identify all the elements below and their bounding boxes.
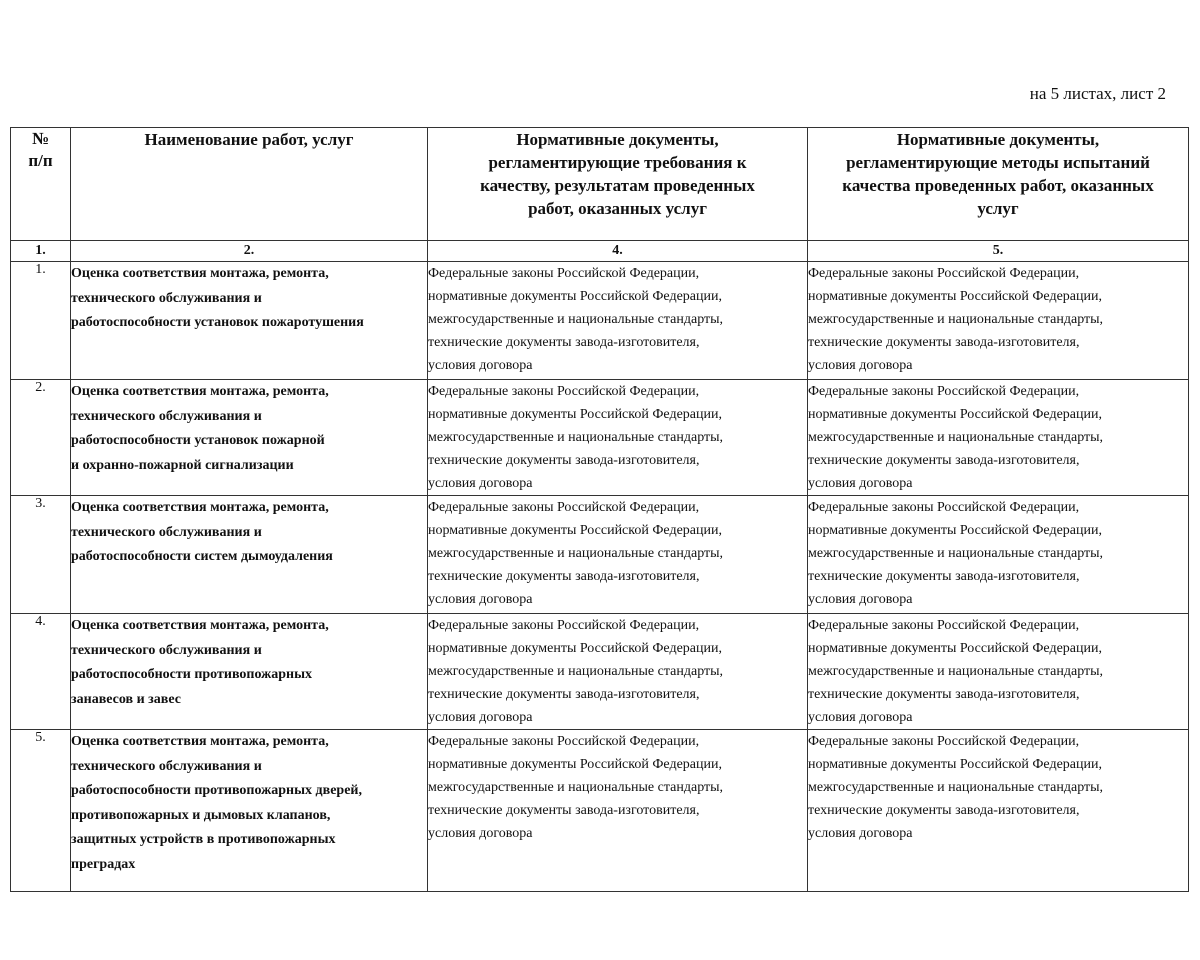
requirement-docs-cell-line: межгосударственные и национальные стандарты, bbox=[428, 780, 724, 795]
test-method-docs-cell-line: технические документы завода-изготовителя, bbox=[808, 803, 1080, 818]
requirement-docs-cell-line: условия договора bbox=[428, 826, 533, 841]
test-method-docs-cell-line: Федеральные законы Российской Федерации, bbox=[808, 734, 1080, 749]
requirement-docs-cell-line: Федеральные законы Российской Федерации, bbox=[428, 266, 700, 281]
work-name-cell-line: технического обслуживания и bbox=[71, 408, 262, 424]
column-index: 2. bbox=[71, 241, 428, 262]
test-method-docs-cell-line: нормативные документы Российской Федерации, bbox=[808, 523, 1102, 538]
test-method-docs-cell-line: условия договора bbox=[808, 592, 913, 607]
work-name-cell-line: защитных устройств в противопожарных bbox=[71, 832, 336, 847]
row-number: 4. bbox=[11, 614, 71, 730]
column-index: 4. bbox=[428, 241, 808, 262]
work-name-cell-line: работоспособности установок пожарной bbox=[71, 433, 325, 448]
test-method-docs-cell-line: Федеральные законы Российской Федерации, bbox=[808, 618, 1080, 633]
requirement-docs-cell-line: условия договора bbox=[428, 710, 533, 725]
row-number: 2. bbox=[11, 380, 71, 496]
requirement-docs-cell-line: условия договора bbox=[428, 358, 533, 373]
work-name-cell-line: занавесов и завес bbox=[71, 691, 181, 707]
work-name-cell bbox=[71, 262, 428, 380]
requirement-docs-cell-line: технические документы завода-изготовителя, bbox=[428, 687, 700, 702]
test-method-docs-cell-line: межгосударственные и национальные стандарты, bbox=[808, 430, 1104, 445]
header-test-method-docs bbox=[808, 128, 1189, 241]
test-method-docs-cell-line: Федеральные законы Российской Федерации, bbox=[808, 384, 1080, 399]
requirement-docs-cell-line: межгосударственные и национальные стандарты, bbox=[428, 664, 724, 679]
header-line: качества проведенных работ, оказанных bbox=[842, 176, 1154, 195]
work-name-cell-line: работоспособности систем дымоудаления bbox=[71, 549, 333, 564]
test-method-docs-cell-line: межгосударственные и национальные стандарты, bbox=[808, 664, 1104, 679]
services-table bbox=[10, 127, 1189, 892]
work-name-cell-line: Оценка соответствия монтажа, ремонта, bbox=[71, 384, 329, 399]
work-name-cell-line: технического обслуживания и bbox=[71, 524, 262, 540]
requirement-docs-cell-line: межгосударственные и национальные стандарты, bbox=[428, 546, 724, 561]
work-name-cell-line: работоспособности противопожарных дверей, bbox=[71, 783, 362, 798]
header-requirement-docs bbox=[428, 128, 808, 241]
test-method-docs-cell-line: межгосударственные и национальные стандарты, bbox=[808, 312, 1104, 327]
work-name-cell-line: Оценка соответствия монтажа, ремонта, bbox=[71, 500, 329, 515]
table-body bbox=[11, 241, 1189, 892]
work-name-cell-line: Оценка соответствия монтажа, ремонта, bbox=[71, 618, 329, 633]
test-method-docs-cell-line: технические документы завода-изготовителя, bbox=[808, 569, 1080, 584]
table-row bbox=[11, 730, 1189, 892]
header-line: регламентирующие требования к bbox=[488, 153, 747, 172]
row-number: 1. bbox=[11, 262, 71, 380]
header-number bbox=[11, 128, 71, 241]
test-method-docs-cell-line: технические документы завода-изготовителя, bbox=[808, 687, 1080, 702]
work-name-cell bbox=[71, 380, 428, 496]
work-name-cell bbox=[71, 496, 428, 614]
table-row bbox=[11, 496, 1189, 614]
work-name-cell-line: противопожарных и дымовых клапанов, bbox=[71, 807, 331, 823]
table-row bbox=[11, 262, 1189, 380]
header-line: работ, оказанных услуг bbox=[528, 199, 707, 218]
test-method-docs-cell-line: условия договора bbox=[808, 476, 913, 491]
test-method-docs-cell-line: Федеральные законы Российской Федерации, bbox=[808, 266, 1080, 281]
requirement-docs-cell-line: межгосударственные и национальные стандарты, bbox=[428, 312, 724, 327]
table-row bbox=[11, 380, 1189, 496]
test-method-docs-cell-line: межгосударственные и национальные стандарты, bbox=[808, 780, 1104, 795]
test-method-docs-cell-line: условия договора bbox=[808, 358, 913, 373]
test-method-docs-cell-line: нормативные документы Российской Федерации, bbox=[808, 289, 1102, 304]
sheet-counter: на 5 листах, лист 2 bbox=[1029, 84, 1166, 103]
test-method-docs-cell-line: нормативные документы Российской Федерации, bbox=[808, 407, 1102, 422]
requirement-docs-cell-line: межгосударственные и национальные стандарты, bbox=[428, 430, 724, 445]
work-name-cell-line: и охранно-пожарной сигнализации bbox=[71, 457, 294, 473]
test-method-docs-cell-line: нормативные документы Российской Федерации, bbox=[808, 757, 1102, 772]
column-index-row bbox=[11, 241, 1189, 262]
header-line: Нормативные документы, bbox=[516, 130, 719, 149]
requirement-docs-cell-line: нормативные документы Российской Федерации, bbox=[428, 407, 722, 422]
header-line: регламентирующие методы испытаний bbox=[846, 153, 1150, 172]
requirement-docs-cell bbox=[428, 380, 808, 496]
work-name-cell-line: Оценка соответствия монтажа, ремонта, bbox=[71, 734, 329, 749]
requirement-docs-cell bbox=[428, 614, 808, 730]
requirement-docs-cell-line: Федеральные законы Российской Федерации, bbox=[428, 618, 700, 633]
header-work-name: Наименование работ, услуг bbox=[71, 128, 428, 241]
test-method-docs-cell-line: межгосударственные и национальные стандарты, bbox=[808, 546, 1104, 561]
work-name-cell-line: работоспособности установок пожаротушения bbox=[71, 315, 364, 330]
requirement-docs-cell-line: нормативные документы Российской Федерации, bbox=[428, 641, 722, 656]
test-method-docs-cell-line: технические документы завода-изготовителя, bbox=[808, 453, 1080, 468]
test-method-docs-cell-line: технические документы завода-изготовителя, bbox=[808, 335, 1080, 350]
table-row bbox=[11, 614, 1189, 730]
requirement-docs-cell-line: Федеральные законы Российской Федерации, bbox=[428, 734, 700, 749]
requirement-docs-cell-line: нормативные документы Российской Федерации, bbox=[428, 523, 722, 538]
table-header bbox=[11, 128, 1189, 241]
test-method-docs-cell bbox=[808, 262, 1189, 380]
column-index: 1. bbox=[11, 241, 71, 262]
test-method-docs-cell-line: нормативные документы Российской Федерации, bbox=[808, 641, 1102, 656]
work-name-cell-line: работоспособности противопожарных bbox=[71, 667, 313, 682]
requirement-docs-cell-line: условия договора bbox=[428, 476, 533, 491]
requirement-docs-cell-line: Федеральные законы Российской Федерации, bbox=[428, 500, 700, 515]
row-number: 5. bbox=[11, 730, 71, 892]
requirement-docs-cell-line: условия договора bbox=[428, 592, 533, 607]
requirement-docs-cell-line: нормативные документы Российской Федерации, bbox=[428, 289, 722, 304]
requirement-docs-cell bbox=[428, 496, 808, 614]
test-method-docs-cell bbox=[808, 380, 1189, 496]
work-name-cell-line: преградах bbox=[71, 856, 136, 872]
test-method-docs-cell bbox=[808, 614, 1189, 730]
row-number: 3. bbox=[11, 496, 71, 614]
requirement-docs-cell-line: технические документы завода-изготовителя, bbox=[428, 335, 700, 350]
requirement-docs-cell-line: технические документы завода-изготовителя, bbox=[428, 803, 700, 818]
work-name-cell-line: технического обслуживания и bbox=[71, 758, 262, 774]
test-method-docs-cell bbox=[808, 496, 1189, 614]
requirement-docs-cell-line: технические документы завода-изготовителя, bbox=[428, 569, 700, 584]
work-name-cell bbox=[71, 730, 428, 892]
test-method-docs-cell-line: условия договора bbox=[808, 826, 913, 841]
requirement-docs-cell-line: Федеральные законы Российской Федерации, bbox=[428, 384, 700, 399]
header-number-line: № bbox=[31, 129, 50, 148]
test-method-docs-cell bbox=[808, 730, 1189, 892]
header-line: услуг bbox=[977, 199, 1019, 218]
requirement-docs-cell-line: технические документы завода-изготовителя, bbox=[428, 453, 700, 468]
header-line: Нормативные документы, bbox=[896, 130, 1100, 149]
requirement-docs-cell bbox=[428, 730, 808, 892]
work-name-cell bbox=[71, 614, 428, 730]
header-line: качеству, результатам проведенных bbox=[480, 176, 755, 195]
test-method-docs-cell-line: условия договора bbox=[808, 710, 913, 725]
column-index: 5. bbox=[808, 241, 1189, 262]
header-number-line: п/п bbox=[28, 151, 53, 170]
requirement-docs-cell bbox=[428, 262, 808, 380]
work-name-cell-line: технического обслуживания и bbox=[71, 290, 262, 306]
work-name-cell-line: технического обслуживания и bbox=[71, 642, 262, 658]
test-method-docs-cell-line: Федеральные законы Российской Федерации, bbox=[808, 500, 1080, 515]
requirement-docs-cell-line: нормативные документы Российской Федерации, bbox=[428, 757, 722, 772]
work-name-cell-line: Оценка соответствия монтажа, ремонта, bbox=[71, 266, 329, 281]
